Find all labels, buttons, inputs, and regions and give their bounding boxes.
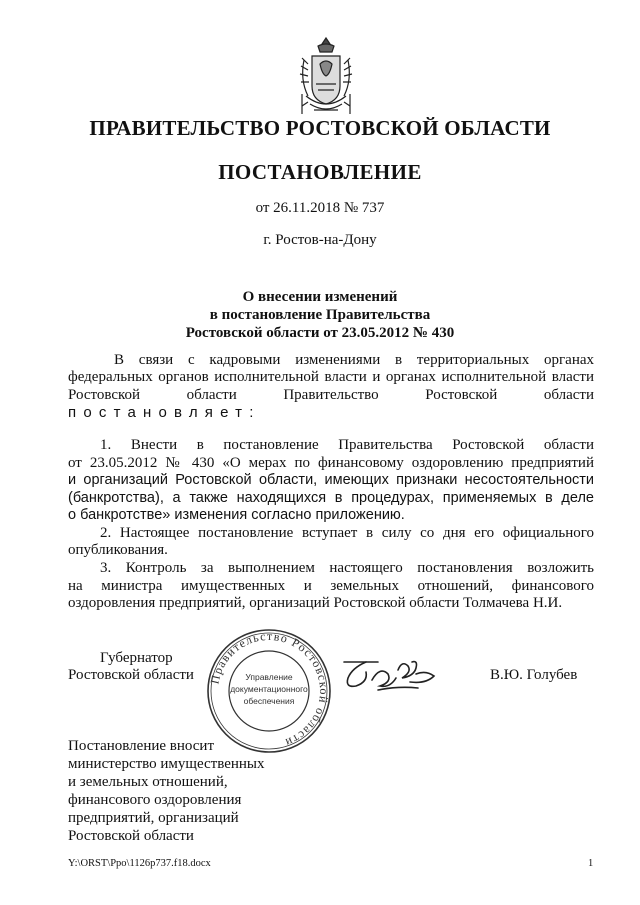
document-type: ПОСТАНОВЛЕНИЕ: [218, 160, 422, 184]
item1-line: 1. Внести в постановление Правительства Ростовской области: [100, 437, 594, 453]
stamp-inner-text: обеспечения: [243, 696, 295, 706]
item1-line: о банкротстве» изменения согласно приложению.: [68, 507, 405, 523]
intro-line: федеральных органов исполнительной власти и органах исполнительной власти: [68, 369, 594, 385]
footer-file-path: Y:\ORST\Ppo\1126p737.f18.docx: [68, 858, 211, 869]
government-title: ПРАВИТЕЛЬСТВО РОСТОВСКОЙ ОБЛАСТИ: [89, 116, 551, 140]
footer-page-number: 1: [588, 858, 594, 869]
document-city: г. Ростов-на-Дону: [263, 232, 377, 248]
stamp-ring-text: Правительство Ростовской области: [207, 628, 332, 751]
item3-line: 3. Контроль за выполнением настоящего постановления возложить: [100, 560, 594, 576]
stamp-inner-text: документационного: [230, 684, 308, 694]
submitter-note-line: Ростовской области: [68, 828, 194, 844]
resolves-word: постановляет:: [68, 404, 261, 421]
submitter-note-line: и земельных отношений,: [68, 774, 228, 790]
item2-line: 2. Настоящее постановление вступает в силу со дня его официального: [100, 525, 594, 541]
item1-line: от 23.05.2012 № 430 «О мерах по финансовому оздоровлению предприятий: [68, 455, 594, 471]
subject-line: в постановление Правительства: [209, 307, 431, 323]
signature-icon: [338, 652, 450, 700]
official-stamp: [206, 628, 332, 754]
document-date-number: от 26.11.2018 № 737: [255, 200, 385, 216]
coat-of-arms-icon: [296, 34, 356, 120]
submitter-note-line: Постановление вносит: [68, 738, 215, 754]
item1-line: (банкротства), а также находящихся в процедурах, применяемых в деле: [68, 490, 594, 506]
signatory-position: Губернатор: [100, 650, 173, 666]
signatory-name: В.Ю. Голубев: [490, 667, 578, 683]
signatory-position: Ростовской области: [68, 667, 194, 683]
subject-line: О внесении изменений: [242, 289, 398, 305]
intro-line: Ростовской области Правительство Ростовской области: [68, 387, 594, 403]
item3-line: на министра имущественных и земельных отношений, финансового: [68, 578, 594, 594]
item3-line: оздоровления предприятий, организаций Ростовской области Толмачева Н.И.: [68, 595, 563, 611]
submitter-note-line: предприятий, организаций: [68, 810, 239, 826]
item2-line: опубликования.: [68, 542, 168, 558]
intro-line: В связи с кадровыми изменениями в территориальных органах: [114, 352, 594, 368]
submitter-note-line: финансового оздоровления: [68, 792, 242, 808]
subject-line: Ростовской области от 23.05.2012 № 430: [185, 325, 455, 341]
item1-line: и организаций Ростовской области, имеющих признаки несостоятельности: [68, 472, 594, 488]
submitter-note-line: министерство имущественных: [68, 756, 265, 772]
stamp-inner-text: Управление: [245, 672, 293, 682]
